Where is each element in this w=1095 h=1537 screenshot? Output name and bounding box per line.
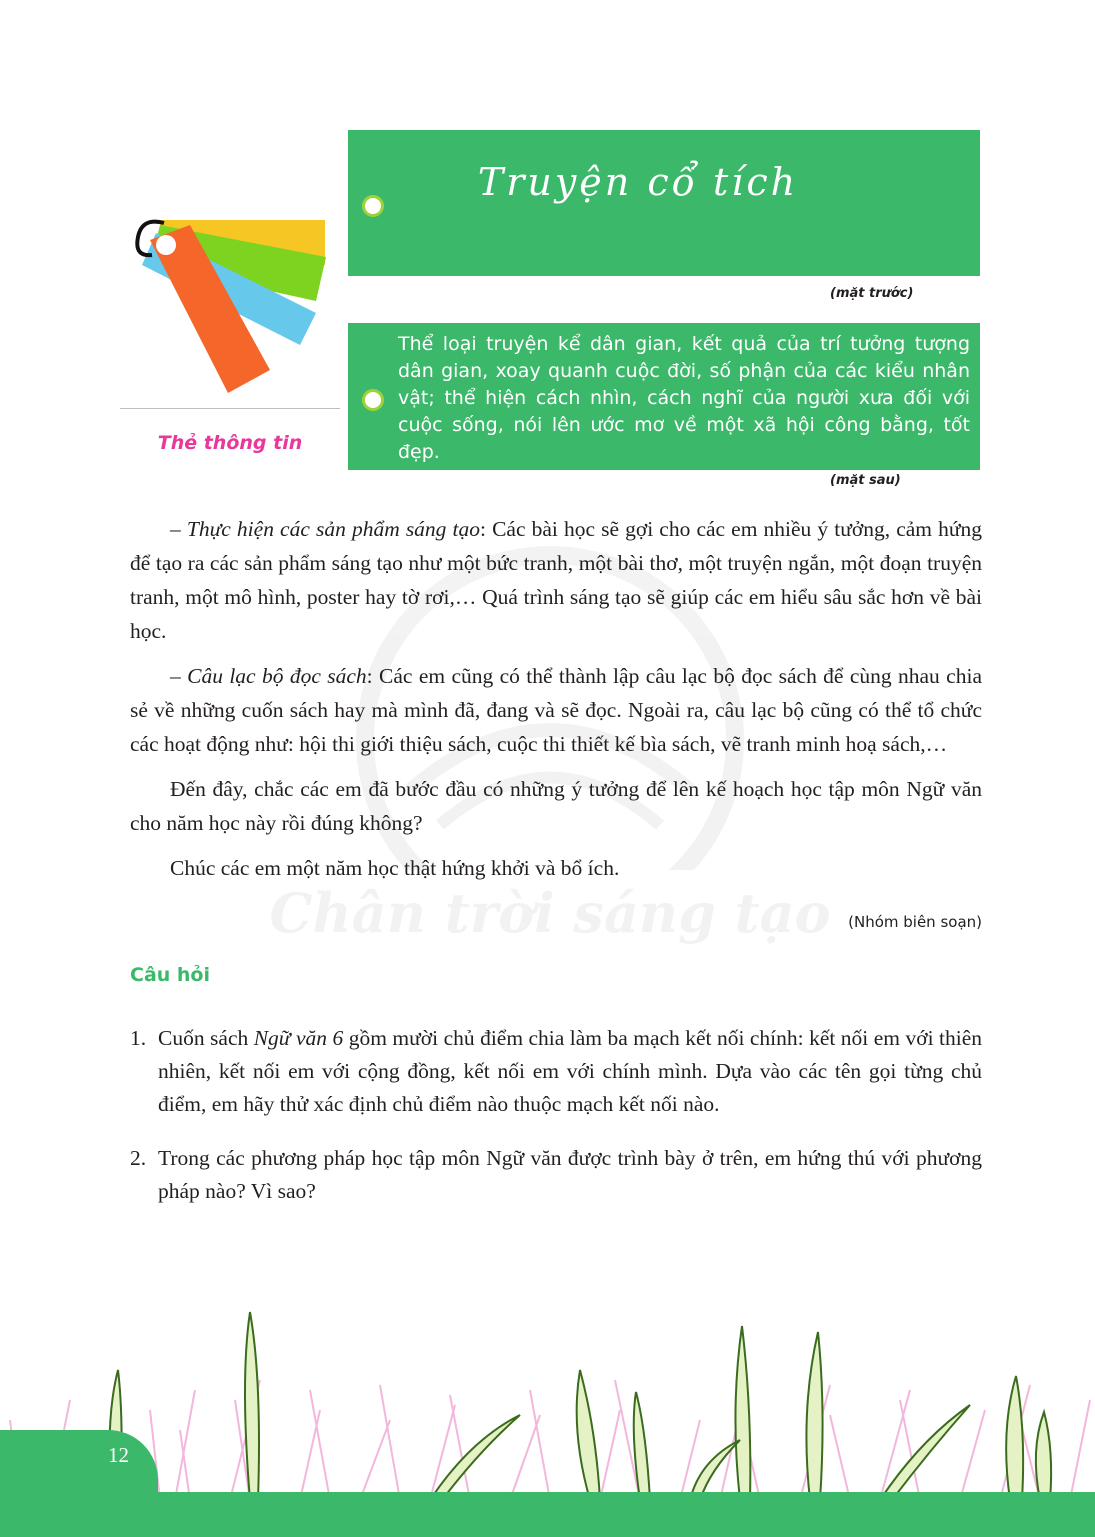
card-divider <box>120 408 340 409</box>
paragraph-conclusion: Đến đây, chắc các em đã bước đầu có những ý tưởng để lên kế hoạch học tập môn Ngữ văn cho năm học này rồi đúng không? <box>130 777 982 835</box>
info-card-definition: Thể loại truyện kể dân gian, kết quả của trí tưởng tượng dân gian, xoay quanh cuộc đời, số phận của các kiểu nhân vật; thể hiện cách nhìn, cách nghĩ của người xưa đối với cuộc sống, nói lên ước mơ về một xã hội công bằng, tốt đẹp. <box>398 333 970 463</box>
question-text: Cuốn sách Ngữ văn 6 gồm mười chủ điểm chia làm ba mạch kết nối chính: kết nối em với thiên nhiên, kết nối em với cộng đồng, kết nối em với chính mình. Dựa vào các tên gọi từng chủ điểm, em hãy thử xác định chủ điểm nào thuộc mạch kết nối nào. <box>158 1026 983 1116</box>
page-number: 12 <box>108 1443 129 1467</box>
question-number: 2. <box>130 1146 147 1170</box>
back-side-label: (mặt sau) <box>830 473 901 488</box>
question-item <box>130 1142 982 1208</box>
info-card-title: Truyện cổ tích <box>477 160 799 204</box>
info-card-front <box>348 130 980 276</box>
card-hole-icon <box>362 389 384 411</box>
footer-bar <box>0 1492 1095 1537</box>
paragraph-creative-products: – Thực hiện các sản phẩm sáng tạo: Các bài học sẽ gợi cho các em nhiều ý tưởng, cảm hứng để tạo ra các sản phẩm sáng tạo như một bức tranh, một bài thơ, một truyện ngắn, một đoạn truyện tranh, một mô hình, poster hay tờ rơi,… Quá trình sáng tạo sẽ giúp các em hiểu sâu sắc hơn về bài học. <box>130 517 983 643</box>
term-creative-products: Thực hiện các sản phẩm sáng tạo <box>186 517 481 541</box>
paragraph-wishes: Chúc các em một năm học thật hứng khởi và bổ ích. <box>170 856 620 880</box>
page-number-tab <box>0 1430 158 1500</box>
author-credit: (Nhóm biên soạn) <box>848 913 982 931</box>
question-text: Trong các phương pháp học tập môn Ngữ văn được trình bày ở trên, em hứng thú với phương pháp nào? Vì sao? <box>158 1146 982 1203</box>
body-text <box>130 512 982 885</box>
paragraph-reading-club: – Câu lạc bộ đọc sách: Các em cũng có thể thành lập câu lạc bộ đọc sách để cùng nhau chia sẻ về những cuốn sách hay mà mình đã, đang và sẽ đọc. Ngoài ra, câu lạc bộ cũng có thể tổ chức các hoạt động như: hội thi giới thiệu sách, cuộc thi thiết kế bìa sách, vẽ tranh minh hoạ sách,… <box>130 664 982 756</box>
info-card-caption: Thẻ thông tin <box>157 432 303 454</box>
svg-text:Chân trời sáng tạo: Chân trời sáng tạo <box>269 881 831 945</box>
questions-heading: Câu hỏi <box>130 964 210 986</box>
term-reading-club: Câu lạc bộ đọc sách <box>187 664 367 688</box>
question-number: 1. <box>130 1026 147 1050</box>
question-item <box>130 1022 982 1121</box>
info-card-back <box>348 323 980 470</box>
info-card-illustration <box>120 205 340 410</box>
book-title: Ngữ văn 6 <box>253 1026 344 1050</box>
front-side-label: (mặt trước) <box>830 286 914 301</box>
